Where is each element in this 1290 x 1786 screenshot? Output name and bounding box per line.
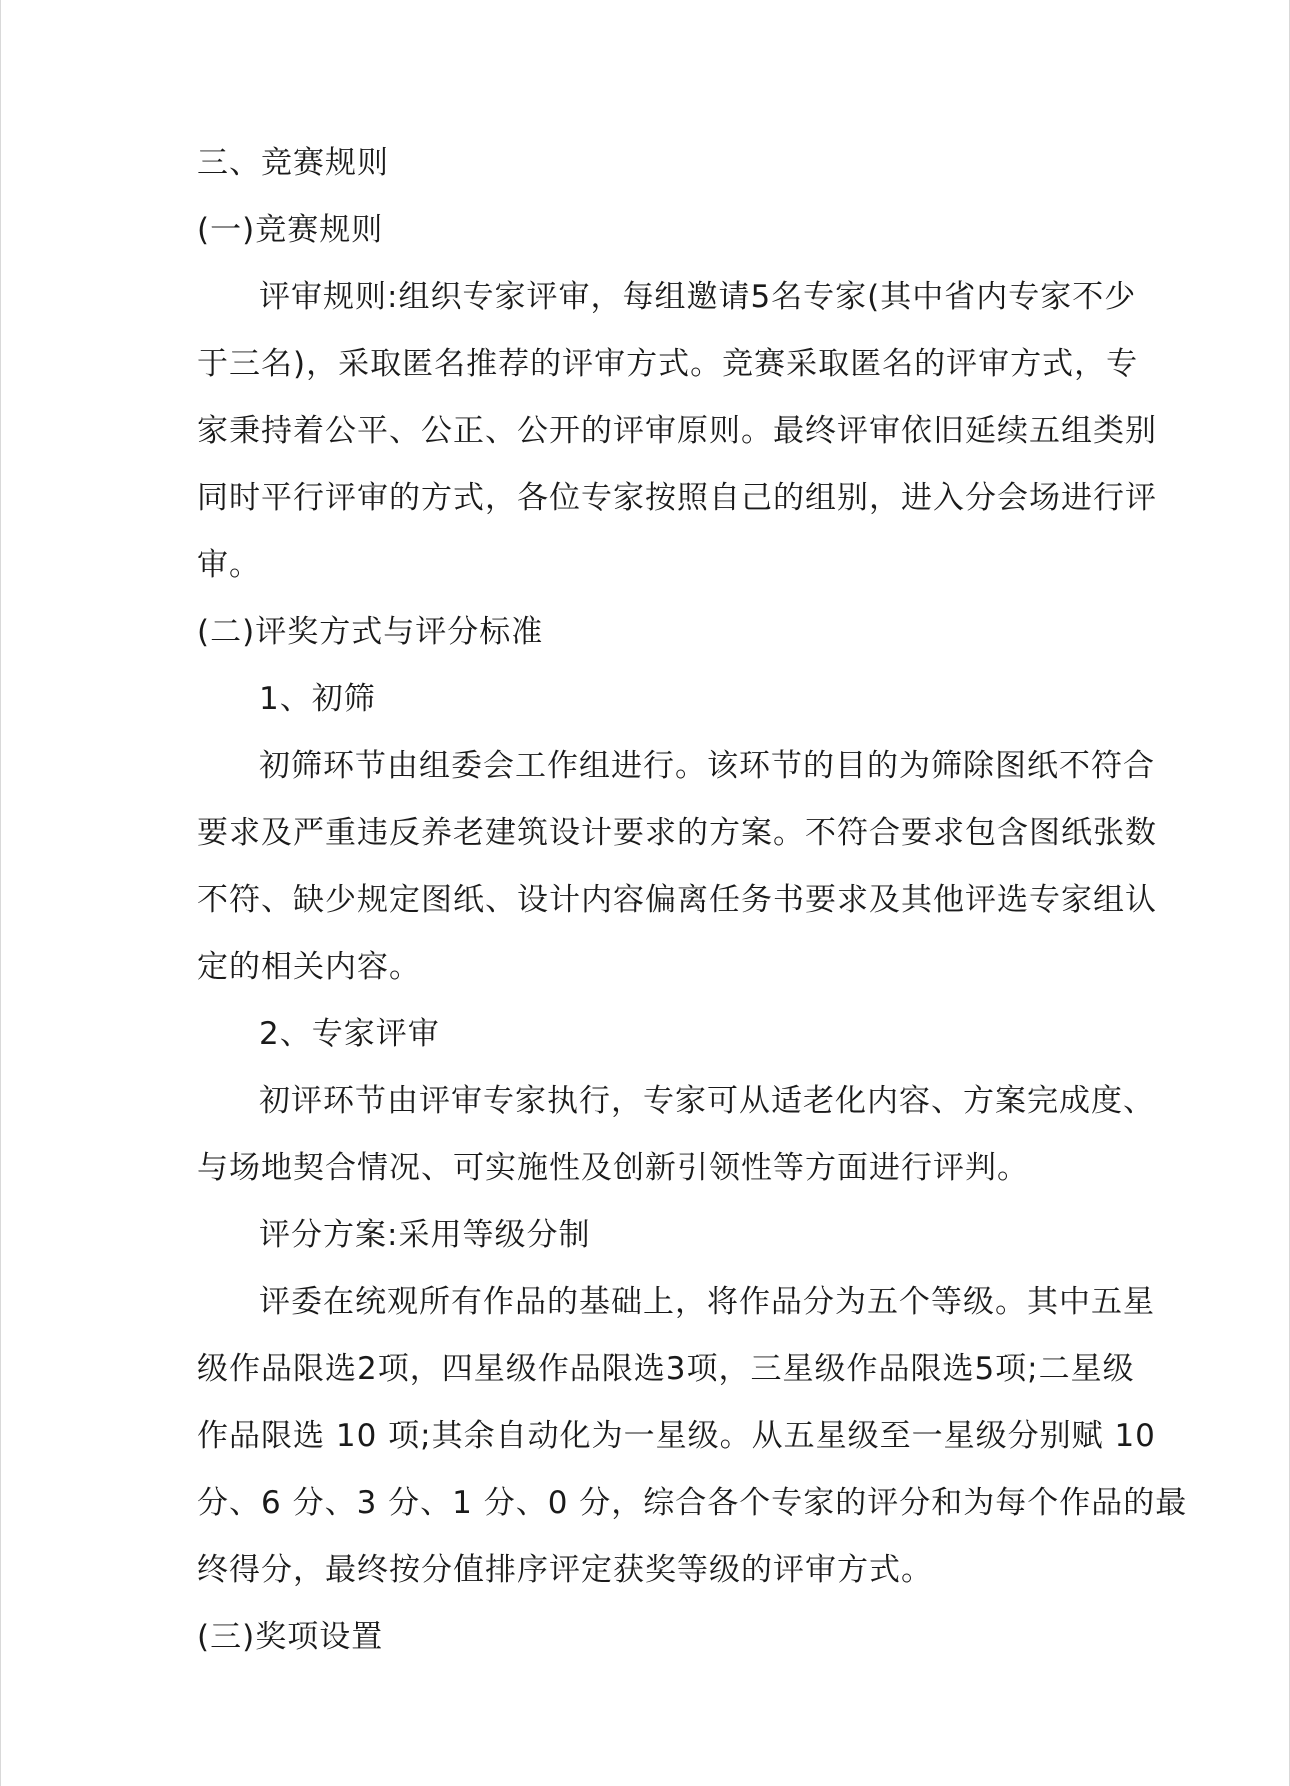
paragraph-review-rules xyxy=(197,264,1157,599)
paragraph-line: 不符、缺少规定图纸、设计内容偏离任务书要求及其他评选专家组认 xyxy=(197,882,1157,918)
paragraph-line: 与场地契合情况、可实施性及创新引领性等方面进行评判。 xyxy=(197,1150,1029,1186)
paragraph-line: 同时平行评审的方式，各位专家按照自己的组别，进入分会场进行评 xyxy=(197,480,1157,516)
paragraph-line: 作品限选 10 项;其余自动化为一星级。从五星级至一星级分别赋 10 xyxy=(197,1418,1156,1454)
subsection-title-1: (一)竞赛规则 xyxy=(197,212,384,248)
paragraph-line: 评委在统观所有作品的基础上，将作品分为五个等级。其中五星 xyxy=(259,1284,1155,1320)
paragraph-line: 初筛环节由组委会工作组进行。该环节的目的为筛除图纸不符合 xyxy=(259,748,1155,784)
paragraph-line: 要求及严重违反养老建筑设计要求的方案。不符合要求包含图纸张数 xyxy=(197,815,1157,851)
paragraph-initial-screening xyxy=(197,733,1157,1001)
paragraph-line: 家秉持着公平、公正、公开的评审原则。最终评审依旧延续五组类别 xyxy=(197,413,1157,449)
paragraph-scoring xyxy=(197,1269,1188,1604)
paragraph-line: 级作品限选2项，四星级作品限选3项，三星级作品限选5项;二星级 xyxy=(197,1351,1135,1387)
paragraph-line: 于三名)，采取匿名推荐的评审方式。竞赛采取匿名的评审方式，专 xyxy=(197,346,1139,382)
paragraph-line: 终得分，最终按分值排序评定获奖等级的评审方式。 xyxy=(197,1552,933,1588)
scoring-scheme-title: 评分方案:采用等级分制 xyxy=(259,1217,591,1253)
paragraph-line: 定的相关内容。 xyxy=(197,949,421,985)
document-body xyxy=(197,130,1188,1671)
section-title: 三、竞赛规则 xyxy=(197,145,389,181)
paragraph-expert-review xyxy=(197,1068,1155,1202)
item-title-expert-review: 2、专家评审 xyxy=(259,1016,440,1052)
item-title-initial-screening: 1、初筛 xyxy=(259,681,376,717)
subsection-title-2: (二)评奖方式与评分标准 xyxy=(197,614,544,650)
paragraph-line: 分、6 分、3 分、1 分、0 分，综合各个专家的评分和为每个作品的最 xyxy=(197,1485,1188,1521)
paragraph-line: 评审规则:组织专家评审，每组邀请5名专家(其中省内专家不少 xyxy=(259,279,1137,315)
subsection-title-3: (三)奖项设置 xyxy=(197,1619,384,1655)
paragraph-line: 初评环节由评审专家执行，专家可从适老化内容、方案完成度、 xyxy=(259,1083,1155,1119)
paragraph-line: 审。 xyxy=(197,547,261,583)
